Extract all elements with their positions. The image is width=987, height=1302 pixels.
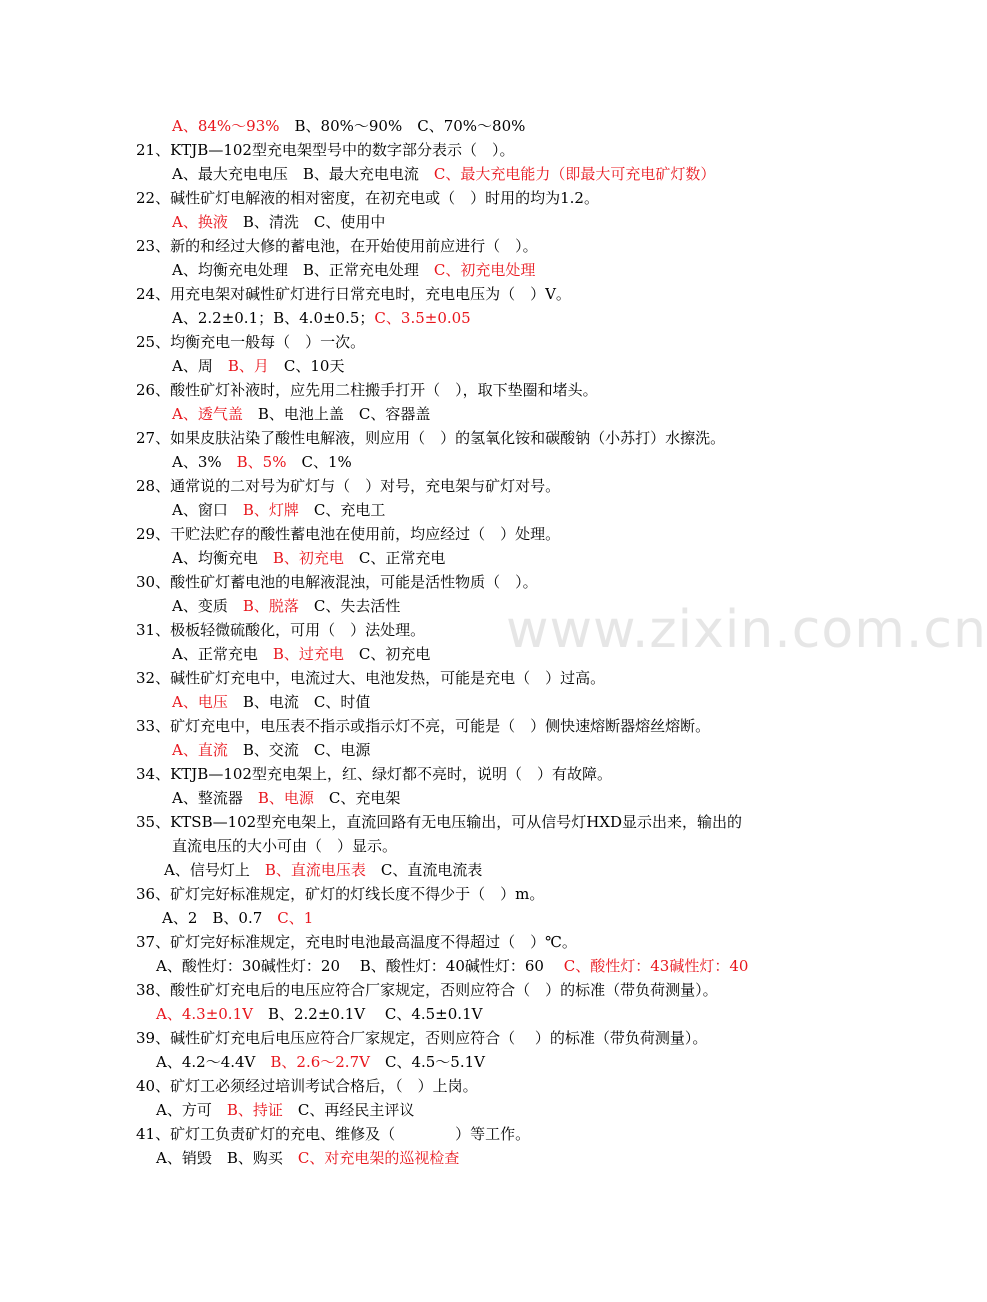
question-text: 29、干贮法贮存的酸性蓄电池在使用前，均应经过（ ）处理。 bbox=[136, 525, 561, 543]
question-text: A、方可 bbox=[156, 1101, 227, 1119]
text-line bbox=[172, 260, 535, 280]
text-line bbox=[172, 548, 445, 568]
question-text: B、80%～90% C、70%～80% bbox=[279, 117, 526, 135]
question-text: A、酸性灯：30碱性灯：20 B、酸性灯：40碱性灯：60 bbox=[156, 957, 564, 975]
text-line bbox=[136, 188, 599, 208]
answer-text: B、灯牌 bbox=[242, 501, 299, 519]
question-text: 38、酸性矿灯充电后的电压应符合厂家规定，否则应符合（ ）的标准（带负荷测量）。 bbox=[136, 981, 718, 999]
answer-text: B、持证 bbox=[226, 1101, 283, 1119]
question-text: 25、均衡充电一般每（ ）一次。 bbox=[136, 333, 366, 351]
answer-text: B、初充电 bbox=[272, 549, 344, 567]
text-line bbox=[136, 428, 725, 448]
question-text: A、最大充电电压 B、最大充电电流 bbox=[172, 165, 434, 183]
question-text: 30、酸性矿灯蓄电池的电解液混浊，可能是活性物质（ ）。 bbox=[136, 573, 538, 591]
question-text: 33、矿灯充电中，电压表不指示或指示灯不亮，可能是（ ）侧快速熔断器熔丝熔断。 bbox=[136, 717, 711, 735]
text-line bbox=[156, 956, 748, 976]
question-text: C、再经民主评议 bbox=[282, 1101, 415, 1119]
question-text: A、2 B、0.7 bbox=[162, 909, 278, 927]
answer-text: C、初充电处理 bbox=[433, 261, 536, 279]
text-line bbox=[136, 1076, 478, 1096]
question-text: 26、酸性矿灯补液时，应先用二柱搬手打开（ ），取下垫圈和堵头。 bbox=[136, 381, 598, 399]
question-text: A、均衡充电 bbox=[172, 549, 273, 567]
text-line bbox=[156, 1100, 414, 1120]
answer-text: A、电压 bbox=[172, 693, 228, 711]
answer-text: B、过充电 bbox=[272, 645, 344, 663]
question-text: B、电流 C、时值 bbox=[227, 693, 371, 711]
question-text: C、初充电 bbox=[343, 645, 431, 663]
question-text: 41、矿灯工负责矿灯的充电、维修及（ ）等工作。 bbox=[136, 1125, 531, 1143]
answer-text: A、换液 bbox=[172, 213, 228, 231]
question-text: B、清洗 C、使用中 bbox=[227, 213, 386, 231]
question-text: 32、碱性矿灯充电中，电流过大、电池发热，可能是充电（ ）过高。 bbox=[136, 669, 606, 687]
question-text: A、变质 bbox=[172, 597, 243, 615]
question-text: C、4.5～5.1V bbox=[369, 1053, 485, 1071]
question-text: 39、碱性矿灯充电后电压应符合厂家规定，否则应符合（ ）的标准（带负荷测量）。 bbox=[136, 1029, 708, 1047]
text-line bbox=[136, 524, 560, 544]
text-line bbox=[172, 596, 400, 616]
text-line bbox=[136, 1124, 530, 1144]
answer-text: C、最大充电能力（即最大可充电矿灯数） bbox=[433, 165, 716, 183]
question-text: 37、矿灯完好标准规定，充电时电池最高温度不得超过（ ）℃。 bbox=[136, 933, 577, 951]
text-line bbox=[136, 332, 365, 352]
text-line bbox=[136, 932, 577, 952]
text-line bbox=[164, 860, 482, 880]
answer-text: C、3.5±0.05 bbox=[374, 309, 471, 327]
question-text: 35、KTSB—102型充电架上，直流回路有无电压输出，可从信号灯HXD显示出来，输出的 bbox=[136, 813, 743, 831]
text-line bbox=[156, 1052, 485, 1072]
text-line bbox=[172, 164, 715, 184]
question-text: C、1% bbox=[286, 453, 352, 471]
question-text: B、交流 C、电源 bbox=[227, 741, 371, 759]
question-text: A、3% bbox=[172, 453, 237, 471]
question-text: 36、矿灯完好标准规定，矿灯的灯线长度不得少于（ ）m。 bbox=[136, 885, 545, 903]
text-line bbox=[172, 308, 471, 328]
question-text: A、整流器 bbox=[172, 789, 258, 807]
text-line bbox=[172, 212, 385, 232]
text-line bbox=[172, 740, 370, 760]
answer-text: A、透气盖 bbox=[172, 405, 243, 423]
text-line bbox=[136, 284, 571, 304]
text-line bbox=[172, 356, 344, 376]
text-line bbox=[136, 476, 560, 496]
question-text: A、周 bbox=[172, 357, 228, 375]
question-text: 直流电压的大小可由（ ）显示。 bbox=[172, 837, 398, 855]
answer-text: A、直流 bbox=[172, 741, 228, 759]
question-text: 23、新的和经过大修的蓄电池，在开始使用前应进行（ ）。 bbox=[136, 237, 538, 255]
text-line bbox=[136, 764, 612, 784]
question-text: B、电池上盖 C、容器盖 bbox=[242, 405, 431, 423]
text-line bbox=[172, 644, 430, 664]
answer-text: B、2.6～2.7V bbox=[270, 1053, 370, 1071]
question-text: B、2.2±0.1V C、4.5±0.1V bbox=[252, 1005, 483, 1023]
answer-text: A、4.3±0.1V bbox=[156, 1005, 253, 1023]
question-text: C、正常充电 bbox=[343, 549, 446, 567]
text-line bbox=[156, 1004, 482, 1024]
text-line bbox=[172, 692, 370, 712]
text-line bbox=[136, 620, 425, 640]
question-text: 27、如果皮肤沾染了酸性电解液，则应用（ ）的氢氧化铵和碳酸钠（小苏打）水擦洗。 bbox=[136, 429, 726, 447]
text-line bbox=[136, 716, 710, 736]
question-text: A、销毁 B、购买 bbox=[156, 1149, 298, 1167]
question-text: A、窗口 bbox=[172, 501, 243, 519]
question-text: A、4.2～4.4V bbox=[156, 1053, 271, 1071]
answer-text: A、84%～93% bbox=[172, 117, 280, 135]
text-line bbox=[136, 980, 718, 1000]
question-text: C、10天 bbox=[268, 357, 345, 375]
question-text: C、失去活性 bbox=[298, 597, 401, 615]
answer-text: C、对充电架的巡视检查 bbox=[297, 1149, 460, 1167]
question-text: 40、矿灯工必须经过培训考试合格后，（ ）上岗。 bbox=[136, 1077, 478, 1095]
text-line bbox=[136, 884, 544, 904]
question-text: 34、KTJB—102型充电架上，红、绿灯都不亮时，说明（ ）有故障。 bbox=[136, 765, 612, 783]
watermark: www.zixin.com.cn bbox=[506, 600, 987, 660]
text-line bbox=[136, 668, 605, 688]
answer-text: C、1 bbox=[277, 909, 314, 927]
question-text: A、正常充电 bbox=[172, 645, 273, 663]
text-line bbox=[156, 1148, 459, 1168]
text-line bbox=[162, 908, 313, 928]
question-text: C、直流电流表 bbox=[365, 861, 483, 879]
text-line bbox=[172, 452, 352, 472]
text-line bbox=[172, 404, 430, 424]
question-text: A、信号灯上 bbox=[164, 861, 265, 879]
text-line bbox=[136, 236, 538, 256]
question-text: 31、极板轻微硫酸化，可用（ ）法处理。 bbox=[136, 621, 426, 639]
text-line bbox=[136, 380, 598, 400]
text-line bbox=[136, 140, 514, 160]
question-text: 22、碱性矿灯电解液的相对密度，在初充电或（ ）时用的均为1.2。 bbox=[136, 189, 599, 207]
question-text: A、均衡充电处理 B、正常充电处理 bbox=[172, 261, 434, 279]
text-line bbox=[172, 116, 525, 136]
answer-text: B、脱落 bbox=[242, 597, 299, 615]
answer-text: B、直流电压表 bbox=[264, 861, 366, 879]
question-text: 24、用充电架对碱性矿灯进行日常充电时，充电电压为（ ）V。 bbox=[136, 285, 571, 303]
question-text: C、充电工 bbox=[298, 501, 386, 519]
answer-text: B、月 bbox=[227, 357, 269, 375]
text-line bbox=[172, 836, 397, 856]
text-line bbox=[136, 572, 538, 592]
answer-text: B、电源 bbox=[257, 789, 314, 807]
text-line bbox=[172, 500, 385, 520]
question-text: 28、通常说的二对号为矿灯与（ ）对号，充电架与矿灯对号。 bbox=[136, 477, 561, 495]
text-line bbox=[136, 812, 742, 832]
answer-text: B、5% bbox=[236, 453, 287, 471]
answer-text: C、酸性灯：43碱性灯：40 bbox=[563, 957, 749, 975]
text-line bbox=[172, 788, 400, 808]
question-text: C、充电架 bbox=[313, 789, 401, 807]
question-text: 21、KTJB—102型充电架型号中的数字部分表示（ ）。 bbox=[136, 141, 515, 159]
text-line bbox=[136, 1028, 707, 1048]
question-text: A、2.2±0.1；B、4.0±0.5； bbox=[172, 309, 375, 327]
